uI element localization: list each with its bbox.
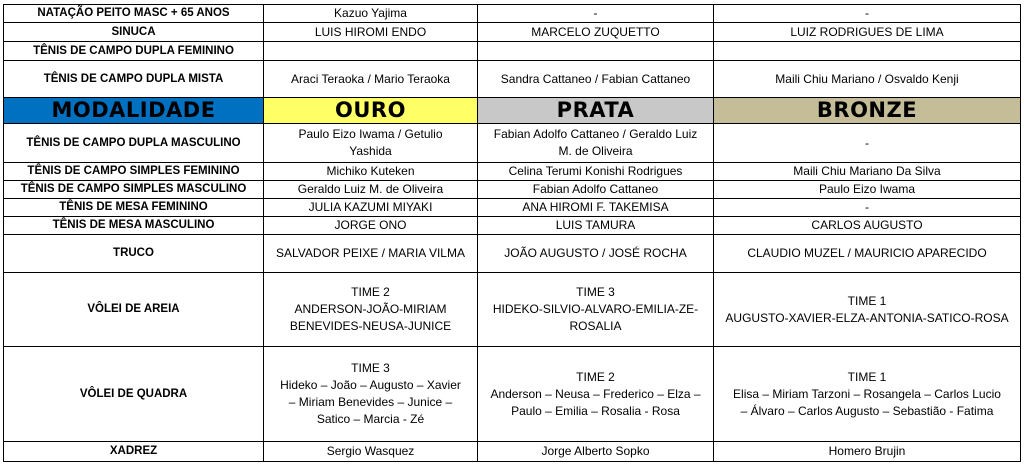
bronze-cell: CLAUDIO MUZEL / MAURICIO APARECIDO — [714, 235, 1021, 273]
prata-line: TIME 3 — [576, 285, 615, 299]
ouro-cell — [264, 124, 478, 163]
table-row — [4, 199, 1021, 217]
ouro-line: TIME 3 — [351, 361, 390, 375]
ouro-cell — [264, 347, 478, 442]
prata-line: TIME 2 — [576, 369, 615, 384]
category-cell: TÊNIS DE MESA FEMININO — [4, 199, 264, 217]
table-row — [4, 273, 1021, 347]
ouro-line: ANDERSON-JOÃO-MIRIAM — [294, 302, 447, 316]
ouro-cell — [264, 273, 478, 347]
header-modalidade: MODALIDADE — [4, 98, 264, 124]
bronze-cell: Maili Chiu Mariano Da Silva — [714, 163, 1021, 181]
prata-cell: Jorge Alberto Sopko — [478, 442, 714, 462]
prata-line: HIDEKO-SILVIO-ALVARO-EMILIA-ZE- — [492, 302, 699, 316]
category-cell: SINUCA — [4, 23, 264, 42]
prata-line: M. de Oliveira — [558, 144, 633, 158]
ouro-line: TIME 2 — [351, 285, 390, 299]
table-row — [4, 124, 1021, 163]
results-bottom-section — [4, 124, 1021, 462]
prata-cell — [478, 124, 714, 163]
bronze-cell: Maili Chiu Mariano / Osvaldo Kenji — [714, 61, 1021, 98]
ouro-line: Paulo Eizo Iwama / Getulio — [298, 127, 443, 141]
ouro-cell — [264, 42, 478, 61]
results-table — [3, 4, 1021, 462]
bronze-cell — [714, 42, 1021, 61]
bronze-cell: CARLOS AUGUSTO — [714, 217, 1021, 235]
prata-line: Anderson – Neusa – Frederico – Elza – — [490, 386, 701, 401]
table-row — [4, 61, 1021, 98]
category-cell: VÔLEI DE AREIA — [4, 273, 264, 347]
prata-cell — [478, 347, 714, 442]
table-row — [4, 217, 1021, 235]
category-cell: TÊNIS DE CAMPO DUPLA FEMININO — [4, 42, 264, 61]
bronze-cell: - — [714, 5, 1021, 23]
ouro-line: BENEVIDES-NEUSA-JUNICE — [289, 319, 452, 333]
prata-cell: Celina Terumi Konishi Rodrigues — [478, 163, 714, 181]
bronze-line: TIME 1 — [847, 293, 887, 308]
category-cell: NATAÇÃO PEITO MASC + 65 ANOS — [4, 5, 264, 23]
ouro-line: Yashida — [349, 144, 392, 158]
ouro-line: – Miriam Benevides – Junice – — [288, 395, 453, 409]
ouro-cell: Araci Teraoka / Mario Teraoka — [264, 61, 478, 98]
prata-cell: Fabian Adolfo Cattaneo — [478, 181, 714, 199]
header-prata: PRATA — [478, 98, 714, 124]
prata-line: Fabian Adolfo Cattaneo / Geraldo Luiz — [493, 127, 698, 141]
table-row — [4, 235, 1021, 273]
table-row — [4, 163, 1021, 181]
table-row — [4, 23, 1021, 42]
ouro-line: Satico – Marcia - Zé — [316, 412, 425, 426]
table-row — [4, 42, 1021, 61]
ouro-cell: Michiko Kuteken — [264, 163, 478, 181]
bronze-cell: Homero Brujin — [714, 442, 1021, 462]
ouro-cell: JULIA KAZUMI MIYAKI — [264, 199, 478, 217]
header-row — [4, 98, 1021, 124]
category-cell: VÔLEI DE QUADRA — [4, 347, 264, 442]
prata-cell: JOÃO AUGUSTO / JOSÉ ROCHA — [478, 235, 714, 273]
bronze-line: Elisa – Miriam Tarzoni – Rosangela – Carlos Lucio — [733, 386, 1001, 401]
table-row — [4, 5, 1021, 23]
category-cell: TÊNIS DE CAMPO DUPLA MISTA — [4, 61, 264, 98]
prata-cell: MARCELO ZUQUETTO — [478, 23, 714, 42]
ouro-cell: LUIS HIROMI ENDO — [264, 23, 478, 42]
header-bronze: BRONZE — [714, 98, 1021, 124]
ouro-cell: Geraldo Luiz M. de Oliveira — [264, 181, 478, 199]
bronze-line: AUGUSTO-XAVIER-ELZA-ANTONIA-SATICO-ROSA — [725, 310, 1009, 325]
prata-cell: - — [478, 5, 714, 23]
prata-cell: ANA HIROMI F. TAKEMISA — [478, 199, 714, 217]
bronze-cell: - — [714, 199, 1021, 217]
bronze-cell — [714, 273, 1021, 347]
category-cell: TRUCO — [4, 235, 264, 273]
category-cell: TÊNIS DE MESA MASCULINO — [4, 217, 264, 235]
table-row — [4, 347, 1021, 442]
prata-cell: Sandra Cattaneo / Fabian Cattaneo — [478, 61, 714, 98]
ouro-cell: Kazuo Yajima — [264, 5, 478, 23]
ouro-line: Hideko – João – Augusto – Xavier — [280, 378, 461, 392]
bronze-cell: - — [714, 124, 1021, 163]
category-cell: XADREZ — [4, 442, 264, 462]
prata-cell: LUIS TAMURA — [478, 217, 714, 235]
bronze-line: TIME 1 — [847, 369, 887, 384]
category-cell: TÊNIS DE CAMPO SIMPLES MASCULINO — [4, 181, 264, 199]
results-top-section — [4, 5, 1021, 98]
bronze-cell: LUIZ RODRIGUES DE LIMA — [714, 23, 1021, 42]
bronze-cell: Paulo Eizo Iwama — [714, 181, 1021, 199]
bronze-line: – Álvaro – Carlos Augusto – Sebastião - Fatima — [740, 403, 994, 418]
prata-cell — [478, 42, 714, 61]
prata-line: Paulo – Emilia – Rosalia - Rosa — [511, 403, 680, 418]
medal-header — [4, 98, 1021, 124]
category-cell: TÊNIS DE CAMPO DUPLA MASCULINO — [4, 124, 264, 163]
ouro-cell: JORGE ONO — [264, 217, 478, 235]
prata-line: ROSALIA — [569, 319, 622, 333]
table-row — [4, 442, 1021, 462]
bronze-cell — [714, 347, 1021, 442]
header-ouro: OURO — [264, 98, 478, 124]
table-row — [4, 181, 1021, 199]
category-cell: TÊNIS DE CAMPO SIMPLES FEMININO — [4, 163, 264, 181]
ouro-cell: Sergio Wasquez — [264, 442, 478, 462]
ouro-cell: SALVADOR PEIXE / MARIA VILMA — [264, 235, 478, 273]
prata-cell — [478, 273, 714, 347]
